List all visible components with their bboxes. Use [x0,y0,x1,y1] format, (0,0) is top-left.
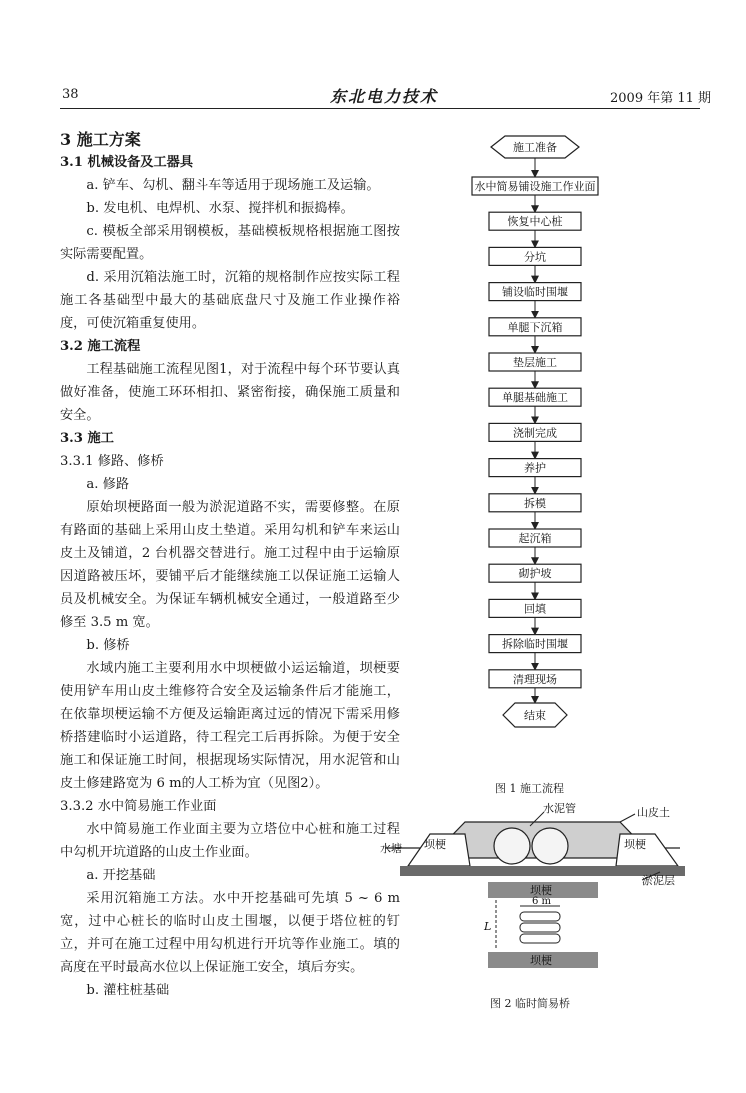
right-dike-label: 坝梗 [624,838,646,851]
subheading: a. 开挖基础 [86,868,156,883]
flow-step-label: 铺设临时围堰 [502,285,568,299]
length-label: L [484,920,492,933]
flow-step-label: 砌护坡 [518,567,552,581]
flow-step-label: 水中简易铺设施工作业面 [474,180,596,193]
section-3-heading: 3 施工方案 [60,130,141,149]
soil-label: 山皮土 [637,806,670,819]
water-label: 水塘 [380,842,402,855]
journal-title: 东北电力技术 [330,87,439,106]
figure-2-caption: 图 2 临时简易桥 [490,997,570,1010]
flow-step-label: 单腿基础施工 [502,391,568,405]
bridge-figure [380,800,690,985]
cement-pipe [532,828,568,864]
flow-step-label: 养护 [524,461,546,475]
subheading: b. 修桥 [86,638,130,653]
width-label: 6 m [532,896,552,907]
section-3-3-2-heading: 3.3.2 水中简易施工作业面 [60,799,217,814]
soil-leader [620,814,635,822]
cement-pipe [494,828,530,864]
body-column [60,128,400,1002]
section-3-2-heading: 3.2 施工流程 [60,339,141,354]
paragraph: b. 发电机、电焊机、水泵、搅拌机和振捣棒。 [86,201,354,216]
cement-pipe-label: 水泥管 [543,802,576,815]
flow-step-label: 恢复中心桩 [507,215,563,229]
flowchart-figure [440,125,640,755]
flow-step-label: 浇制完成 [513,426,557,440]
issue-label: 2009 年第 11 期 [610,91,712,106]
paragraph: c. 模板全部采用钢模板，基础模板规格根据施工图按实际需要配置。 [60,224,400,262]
bottom-dike-label: 坝梗 [530,954,552,967]
flow-step-label: 拆除临时围堰 [502,637,568,651]
flow-step-label: 起沉箱 [518,532,552,545]
section-3-3-heading: 3.3 施工 [60,431,114,446]
paragraph: 水域内施工主要利用水中坝梗做小运运输道，坝梗要使用铲车用山皮土维修符合安全及运输条件后才能施工，在依靠坝梗运输不方便及运输距离过远的情况下需采用修桥搭建临时小运道路，待工程完工后再拆除。为便于安全施工和保证施工时间，根据现场实际情况，用水泥管和山皮土修建路宽为 6 m的人工桥为宜（见图2）。 [60,661,400,791]
pipe-plan [520,923,560,932]
top-dike-label: 坝梗 [530,884,552,897]
flow-step-label: 分坑 [524,250,546,264]
flow-end-label: 结束 [524,709,546,722]
paragraph: 采用沉箱施工方法。水中开挖基础可先填 5 ~ 6 m 宽，过中心桩长的临时山皮土围堰，以便于塔位桩的钉立，并可在施工过程中用勾机进行开坑等作业施工。填的高度在平时最高水位以上保证施工安全，填后夯实。 [60,891,400,975]
flow-start-label: 施工准备 [513,141,557,154]
paragraph: d. 采用沉箱法施工时，沉箱的规格制作应按实际工程施工各基础型中最大的基础底盘尺寸及施工作业操作裕度，可使沉箱重复使用。 [60,270,400,331]
figure-1-caption: 图 1 施工流程 [495,782,564,795]
paragraph: 水中简易施工作业面主要为立塔位中心桩和施工过程中勾机开坑道路的山皮土作业面。 [60,822,400,860]
flow-step-label: 拆模 [524,496,546,510]
pipe-plan [520,912,560,921]
subheading: a. 修路 [86,477,130,492]
paragraph: a. 铲车、勾机、翻斗车等适用于现场施工及运输。 [86,178,380,193]
flow-step-label: 回填 [524,602,546,616]
section-3-3-1-heading: 3.3.1 修路、修桥 [60,454,164,469]
flow-step-label: 单腿下沉箱 [507,320,563,334]
flow-step-label: 清理现场 [513,672,557,686]
header-rule [60,108,700,109]
paragraph: 工程基础施工流程见图1，对于流程中每个环节要认真做好准备，使施工环环相扣、紧密衔接，确保施工质量和安全。 [60,362,400,423]
pipe-plan [520,934,560,943]
left-dike-label: 坝梗 [424,838,446,851]
section-3-1-heading: 3.1 机械设备及工器具 [60,155,194,170]
flow-step-label: 垫层施工 [513,356,557,369]
page-number: 38 [62,87,79,102]
paragraph: 原始坝梗路面一般为淤泥道路不实，需要修整。在原有路面的基础上采用山皮土垫道。采用勾机和铲车来运山皮土及铺道，2 台机器交替进行。施工过程中由于运输原因道路被压坏，要铺平后才能继续施工以保证施工运输人员及机械安全。为保证车辆机械安全通过，一般道路至少修至 3.5 m 宽。 [60,500,400,630]
subheading: b. 灌柱桩基础 [86,983,170,998]
silt-label: 淤泥层 [642,874,675,887]
